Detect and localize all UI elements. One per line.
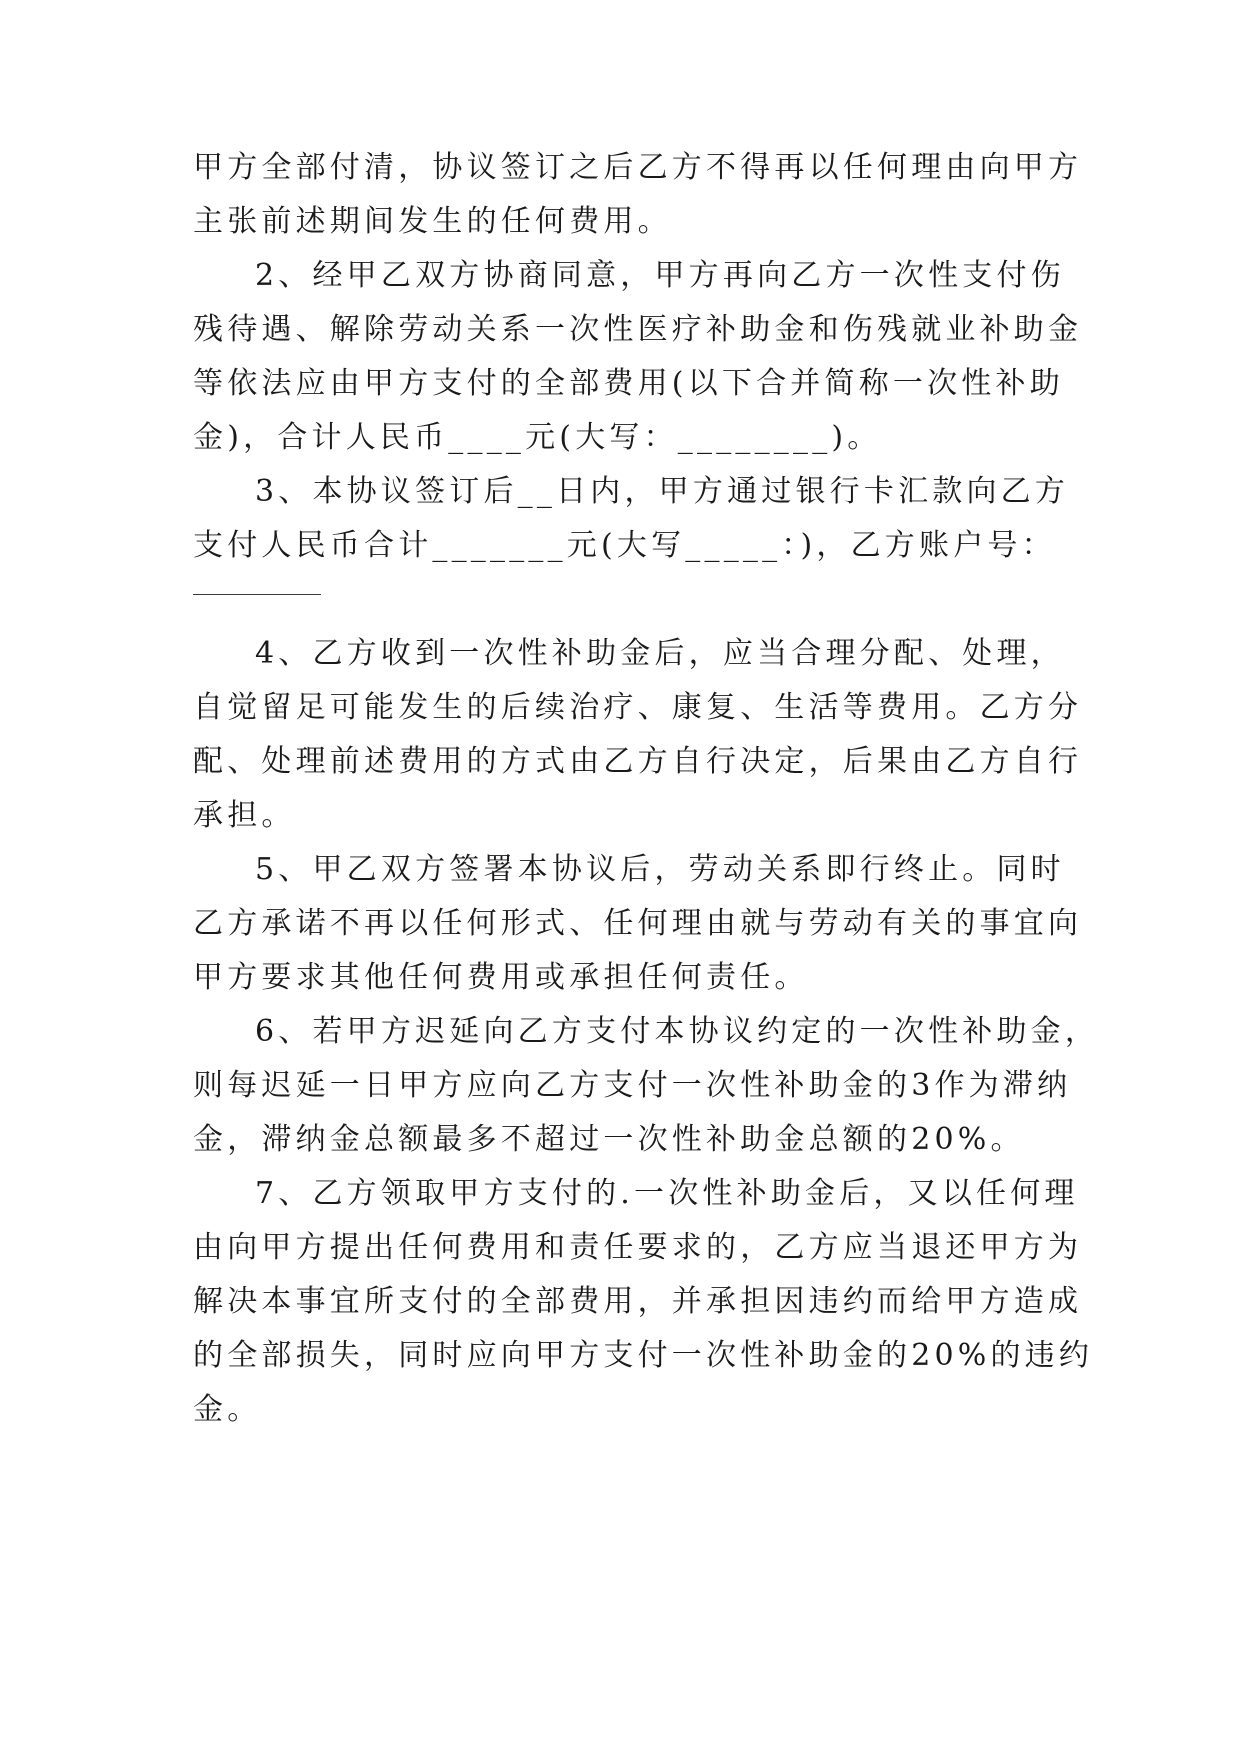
- clause-4-start: 4、乙方收到一次性补助金后，应当合理分配、处理，: [255, 636, 1065, 671]
- text-line: 支付人民币合计_______元(大写_____：)，乙方账户号：: [193, 528, 1056, 563]
- clause-5-start: 5、甲乙双方签署本协议后，劳动关系即行终止。同时: [255, 852, 1065, 887]
- text-line: 配、处理前述费用的方式由乙方自行决定，后果由乙方自行: [193, 744, 1083, 779]
- text-line: 的全部损失，同时应向甲方支付一次性补助金的20%的违约: [193, 1338, 1094, 1373]
- text-line: 由向甲方提出任何费用和责任要求的，乙方应当退还甲方为: [193, 1230, 1083, 1265]
- text-line: 甲方全部付清，协议签订之后乙方不得再以任何理由向甲方: [193, 150, 1083, 185]
- text-line: 乙方承诺不再以任何形式、任何理由就与劳动有关的事宜向: [193, 906, 1083, 941]
- clause-7-start: 7、乙方领取甲方支付的.一次性补助金后，又以任何理: [255, 1176, 1079, 1211]
- clause-3-start: 3、本协议签订后__日内，甲方通过银行卡汇款向乙方: [255, 474, 1070, 509]
- text-line: 金)，合计人民币____元(大写：________)。: [193, 420, 882, 455]
- text-line: 金，滞纳金总额最多不超过一次性补助金总额的20%。: [193, 1122, 1025, 1157]
- text-line: 金。: [193, 1392, 262, 1427]
- text-line: 甲方要求其他任何费用或承担任何责任。: [193, 960, 809, 995]
- text-line: 等依法应由甲方支付的全部费用(以下合并简称一次性补助: [193, 366, 1064, 401]
- text-line: 主张前述期间发生的任何费用。: [193, 204, 672, 239]
- text-line: 解决本事宜所支付的全部费用，并承担因违约而给甲方造成: [193, 1284, 1083, 1319]
- clause-6-start: 6、若甲方迟延向乙方支付本协议约定的一次性补助金，: [255, 1014, 1100, 1049]
- text-line: 则每迟延一日甲方应向乙方支付一次性补助金的3作为滞纳: [193, 1068, 1072, 1103]
- clause-2-start: 2、经甲乙双方协商同意，甲方再向乙方一次性支付伤: [255, 258, 1065, 293]
- account-number-blank: [193, 594, 321, 595]
- text-line: 承担。: [193, 798, 296, 833]
- text-line: 自觉留足可能发生的后续治疗、康复、生活等费用。乙方分: [193, 690, 1083, 725]
- text-line: 残待遇、解除劳动关系一次性医疗补助金和伤残就业补助金: [193, 312, 1083, 347]
